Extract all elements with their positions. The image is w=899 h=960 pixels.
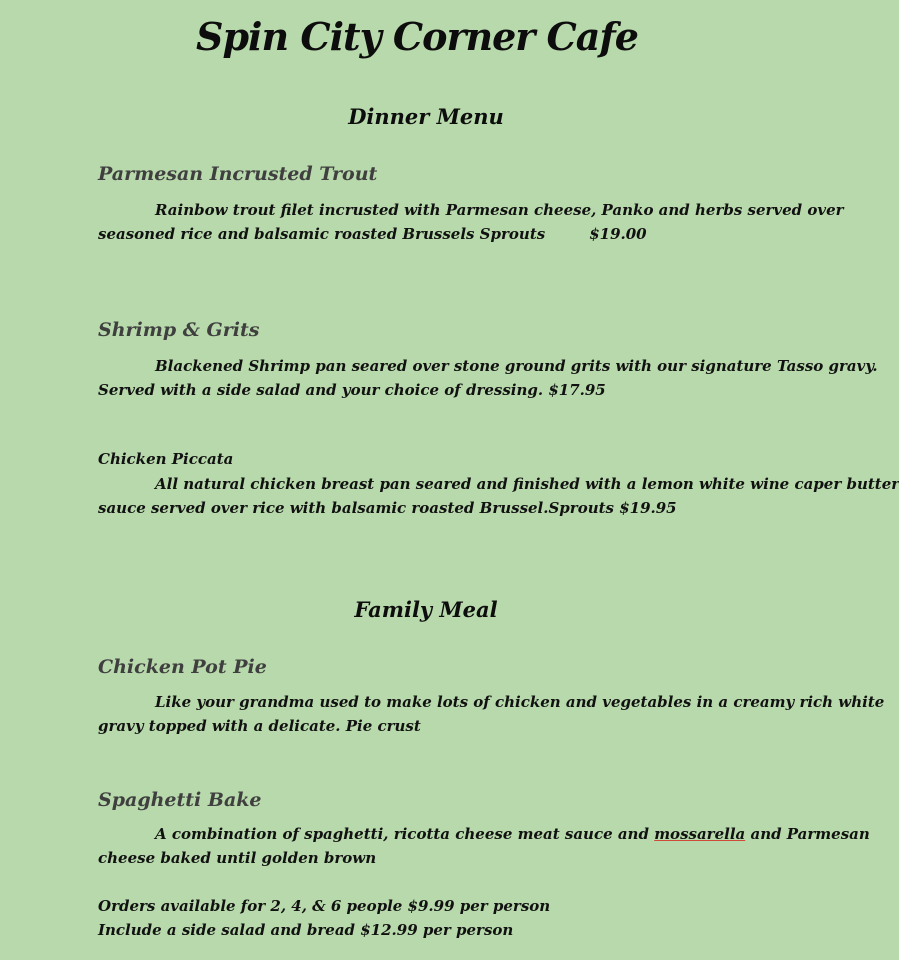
item-name-shrimp-and-grits: Shrimp & Grits: [98, 319, 260, 341]
description-line: sauce served over rice with balsamic roasted Brussel.Sprouts $19.95: [98, 499, 677, 517]
item-description-spaghetti-bake: [98, 822, 870, 870]
family-meal-pricing-notes: [98, 894, 748, 942]
description-line: Like your grandma used to make lots of chicken and vegetables in a creamy rich white: [155, 693, 885, 711]
item-description-shrimp-and-grits: [98, 354, 878, 402]
description-text: seasoned rice and balsamic roasted Brussels Sprouts: [98, 225, 546, 243]
item-name-spaghetti-bake: Spaghetti Bake: [98, 789, 262, 811]
item-description-chicken-piccata: [98, 472, 899, 520]
description-line: [98, 822, 870, 846]
misspelled-word: mossarella: [654, 825, 746, 843]
description-line: gravy topped with a delicate. Pie crust: [98, 717, 421, 735]
section-heading-dinner-menu: Dinner Menu: [348, 104, 504, 129]
description-line: All natural chicken breast pan seared and finished with a lemon white wine caper butter: [155, 475, 899, 493]
pricing-note: Orders available for 2, 4, & 6 people $9.99 per person: [98, 897, 551, 915]
item-name-chicken-piccata: Chicken Piccata: [98, 450, 234, 468]
pricing-note: Include a side salad and bread $12.99 per person: [98, 921, 514, 939]
description-text: and Parmesan: [745, 825, 870, 843]
description-text: A combination of spaghetti, ricotta cheese meat sauce and: [155, 825, 655, 843]
description-line: Blackened Shrimp pan seared over stone ground grits with our signature Tasso gravy.: [155, 357, 878, 375]
description-line: Served with a side salad and your choice of dressing. $17.95: [98, 381, 606, 399]
item-name-chicken-pot-pie: Chicken Pot Pie: [98, 656, 267, 678]
description-line: cheese baked until golden brown: [98, 849, 377, 867]
item-description-chicken-pot-pie: [98, 690, 885, 738]
section-heading-family-meal: Family Meal: [354, 597, 498, 622]
description-line: Rainbow trout filet incrusted with Parmesan cheese, Panko and herbs served over: [155, 201, 844, 219]
item-price: $19.00: [589, 225, 647, 243]
item-name-parmesan-incrusted-trout: Parmesan Incrusted Trout: [98, 163, 378, 185]
description-line: [98, 222, 748, 246]
cafe-title: Spin City Corner Cafe: [196, 14, 638, 59]
item-description-parmesan-incrusted-trout: [98, 198, 844, 246]
